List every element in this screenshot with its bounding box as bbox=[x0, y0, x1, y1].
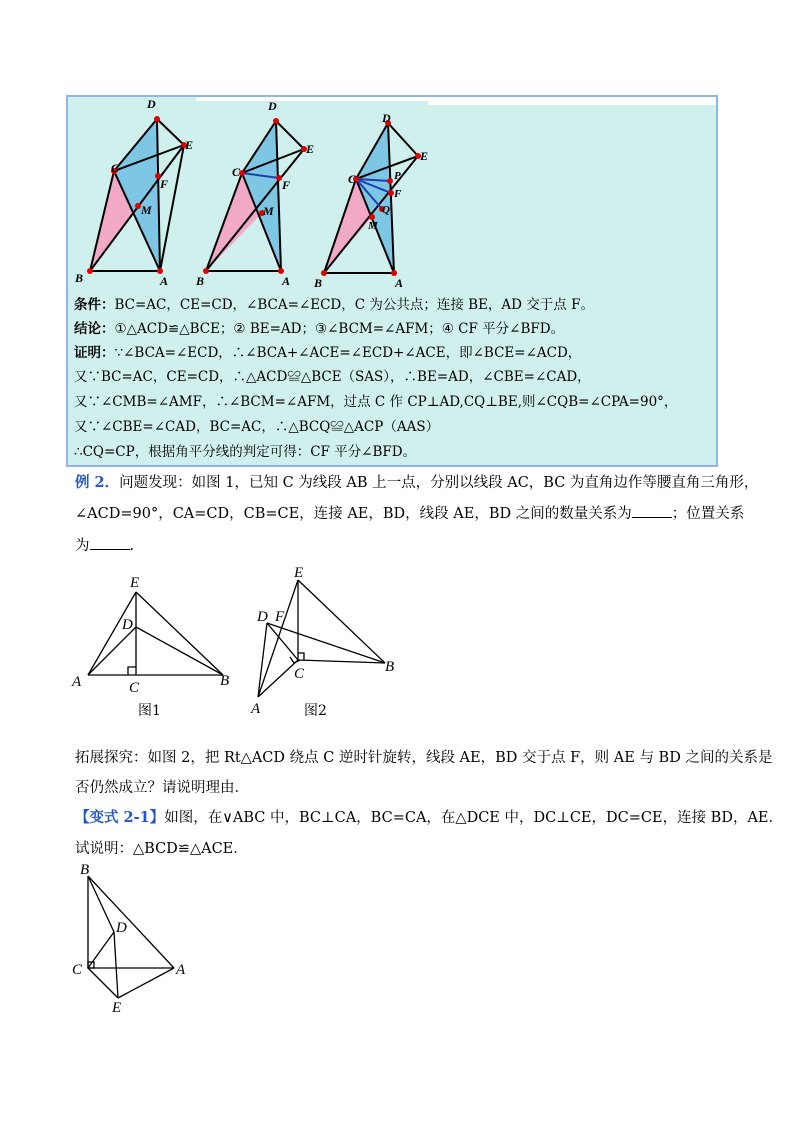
answer-blank-1[interactable] bbox=[632, 505, 672, 518]
fig2-caption: 图2 bbox=[304, 703, 327, 719]
extension-line-1: 拓展探究：如图 2，把 Rt△ACD 绕点 C 逆时针旋转，线段 AE，BD 交于点 F，则 AE 与 BD 之间的关系是 bbox=[75, 750, 773, 766]
variant-label-C: C bbox=[72, 962, 83, 978]
summary-figures bbox=[72, 97, 429, 290]
fig3-label-C: C bbox=[348, 172, 357, 186]
variant-label: 【变式 2-1】 bbox=[75, 809, 165, 826]
variant-label-D: D bbox=[116, 920, 127, 936]
summary-figure-1 bbox=[74, 97, 193, 288]
example2-text-2: ∠ACD=90°，CA=CD，CB=CE，连接 AE，BD，线段 AE，BD 之间的数量关系为 bbox=[75, 506, 632, 522]
summary-figure-3 bbox=[313, 111, 428, 290]
example2-line3 bbox=[75, 536, 144, 556]
answer-blank-2[interactable] bbox=[90, 537, 130, 550]
proof-line-3: 又∵∠CMB=∠AMF，∴∠BCM=∠AFM，过点 C 作 CP⊥AD,CQ⊥BE,则∠CQB=∠CPA=90°， bbox=[74, 394, 678, 410]
ex2-fig1-label-D: D bbox=[122, 617, 133, 633]
fig2-label-B: B bbox=[196, 274, 205, 288]
variant-line-2: 试说明：△BCD≌△ACE． bbox=[75, 841, 248, 857]
fig1-label-A: A bbox=[160, 274, 169, 288]
conditions-text: BC=AC，CE=CD，∠BCA=∠ECD，C 为公共点；连接 BE，AD 交于点 F。 bbox=[114, 297, 594, 313]
proof-line-2: 又∵BC=AC，CE=CD，∴△ACD≌△BCE（SAS），∴BE=AD，∠CBE=∠CAD， bbox=[74, 369, 591, 385]
variant-label-A: A bbox=[176, 962, 186, 978]
ex2-fig2-label-B: B bbox=[385, 659, 395, 675]
fig1-label-B: B bbox=[75, 271, 84, 285]
variant-line-1 bbox=[75, 808, 783, 828]
ex2-fig2-label-E: E bbox=[294, 565, 304, 581]
fig3-label-F: F bbox=[394, 188, 402, 200]
conclusion-label: 结论： bbox=[74, 321, 115, 337]
fig2-label-M: M bbox=[263, 204, 274, 218]
proof-text-1: ∵∠BCA=∠ECD，∴∠BCA+∠ACE=∠ECD+∠ACE，即∠BCE=∠ACD， bbox=[114, 345, 582, 361]
example2-text-1: 问题发现：如图 1，已知 C 为线段 AB 上一点，分别以线段 AC，BC 为直角边作等腰直角三角形， bbox=[119, 475, 759, 491]
fig1-label-E: E bbox=[185, 138, 194, 152]
example2-label: 例 2． bbox=[75, 474, 120, 491]
fig3-label-M: M bbox=[368, 220, 378, 232]
fig1-label-D: D bbox=[147, 97, 156, 111]
ex2-fig2-label-F: F bbox=[275, 609, 285, 625]
fig2-label-D: D bbox=[268, 99, 277, 113]
ex2-fig2-label-D: D bbox=[257, 609, 268, 625]
fig3-label-A: A bbox=[395, 276, 404, 290]
proof-line-5: ∴CQ=CP，根据角平分线的判定可得：CF 平分∠BFD。 bbox=[74, 444, 417, 460]
example2-figure-2 bbox=[258, 580, 385, 697]
example2-text-2-end: ；位置关系 bbox=[671, 506, 745, 522]
extension-line-2: 否仍然成立？请说明理由． bbox=[75, 780, 249, 796]
example2-text-3-end: ． bbox=[129, 538, 144, 554]
proof-label: 证明： bbox=[74, 345, 115, 361]
conditions-line bbox=[74, 296, 594, 314]
example2-figure-1 bbox=[88, 592, 223, 675]
fig3-label-E: E bbox=[420, 149, 429, 163]
proof-line-1 bbox=[74, 344, 581, 362]
ex2-fig1-label-E: E bbox=[130, 575, 140, 591]
variant-label-E: E bbox=[112, 1000, 122, 1016]
ex2-fig2-label-A: A bbox=[251, 701, 261, 717]
ex2-fig1-label-B: B bbox=[220, 673, 230, 689]
fig2-label-F: F bbox=[282, 178, 291, 192]
ex2-fig2-label-C: C bbox=[294, 666, 305, 682]
fig2-label-E: E bbox=[306, 142, 315, 156]
fig1-caption: 图1 bbox=[138, 703, 161, 719]
ex2-fig1-label-A: A bbox=[72, 674, 82, 690]
conclusion-text: ①△ACD≌△BCE；② BE=AD；③∠BCM=∠AFM；④ CF 平分∠BFD。 bbox=[114, 321, 565, 337]
variant-text-1: 如图，在∨ABC 中，BC⊥CA，BC=CA，在△DCE 中，DC⊥CE，DC=CE，连接 BD，AE． bbox=[164, 810, 784, 826]
variant-figure bbox=[62, 862, 202, 1022]
fig3-label-D: D bbox=[382, 111, 391, 125]
fig1-label-F: F bbox=[160, 177, 169, 191]
fig1-label-M: M bbox=[141, 203, 152, 217]
variant-label-B: B bbox=[80, 862, 90, 878]
example2-text-3: 为 bbox=[75, 538, 90, 554]
example2-line1 bbox=[75, 473, 758, 493]
fig3-label-B: B bbox=[314, 276, 323, 290]
conditions-label: 条件： bbox=[74, 297, 115, 313]
fig1-label-C: C bbox=[111, 161, 120, 175]
fig3-label-Q: Q bbox=[382, 204, 390, 216]
fig3-label-P: P bbox=[394, 170, 401, 182]
fig2-label-A: A bbox=[282, 274, 291, 288]
conclusion-line bbox=[74, 320, 564, 338]
fig2-label-C: C bbox=[232, 165, 241, 179]
summary-figure-2 bbox=[195, 99, 314, 288]
ex2-fig1-label-C: C bbox=[129, 680, 140, 696]
three-geometry-figures bbox=[72, 97, 429, 290]
example2-line2 bbox=[75, 504, 744, 524]
example2-figures bbox=[60, 565, 395, 725]
proof-line-4: 又∵∠CBE=∠CAD，BC=AC，∴△BCQ≌△ACP（AAS） bbox=[74, 419, 440, 435]
